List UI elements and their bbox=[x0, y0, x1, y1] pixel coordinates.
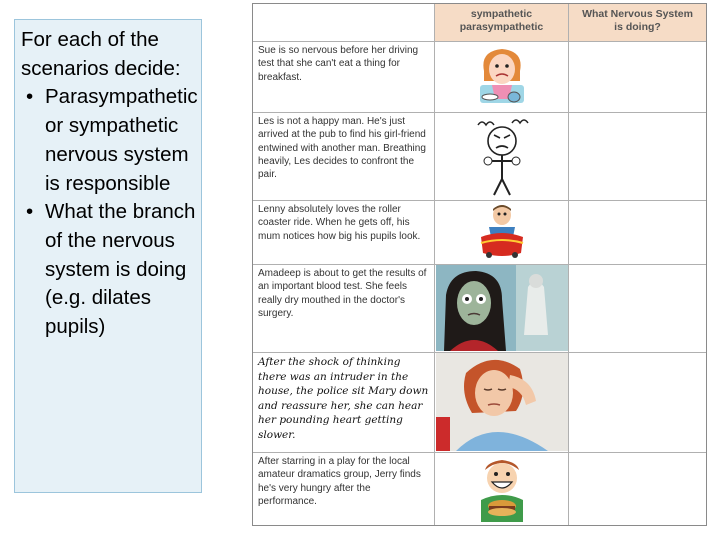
function-answer-cell[interactable] bbox=[569, 264, 706, 352]
function-answer-cell[interactable] bbox=[569, 112, 706, 200]
scenario-cell bbox=[253, 352, 435, 452]
function-answer-cell[interactable] bbox=[569, 352, 706, 452]
instructions-list bbox=[21, 83, 197, 341]
instruction-bullet-function: • What the branch of the nervous system is doing (e.g. dilates pupils) bbox=[45, 198, 197, 342]
header-sympathetic-label: sympathetic bbox=[470, 8, 533, 20]
scenario-text: Sue is so nervous before her driving test that she can't eat a thing for breakfast. bbox=[258, 45, 419, 83]
table-row bbox=[253, 200, 706, 265]
header-parasympathetic-label: parasympathetic bbox=[459, 21, 544, 33]
scenario-cell bbox=[253, 41, 435, 112]
function-answer-cell[interactable] bbox=[569, 41, 706, 112]
branch-answer-cell[interactable] bbox=[435, 200, 569, 264]
scenario-cell bbox=[253, 264, 435, 352]
hungry-man-icon bbox=[473, 456, 531, 522]
anxious-patient-icon bbox=[436, 265, 568, 351]
scenario-text: Amadeep is about to get the results of an important blood test. She feels really dry mouthed in the doctor's surgery. bbox=[258, 268, 427, 319]
scenario-text: After starring in a play for the local amateur dramatics group, Jerry finds he's very hungry after the performance. bbox=[258, 456, 421, 507]
roller-coaster-man-icon bbox=[477, 203, 527, 261]
instructions-panel bbox=[14, 19, 202, 493]
scenario-text: Lenny absolutely loves the roller coaster ride. When he gets off, his mum notices how big his pupils look. bbox=[258, 204, 421, 242]
angry-man-icon bbox=[470, 117, 534, 197]
table-row bbox=[253, 452, 706, 525]
header-branch-cell bbox=[435, 4, 569, 41]
scenario-text: Les is not a happy man. He's just arrived at the pub to find his girl-friend entwined with another man. Breathing heavily, Les decides to confront the pair. bbox=[258, 116, 426, 181]
table-row bbox=[253, 352, 706, 453]
function-answer-cell[interactable] bbox=[569, 200, 706, 264]
scenario-cell bbox=[253, 452, 435, 525]
scenario-text: After the shock of thinking there was an intruder in the house, the police sit Mary down and reassure her, she can hear her pounding heart getting slower. bbox=[258, 356, 429, 441]
instruction-bullet-branch: • Parasympathetic or sympathetic nervous system is responsible bbox=[45, 83, 197, 198]
header-doing-line1: What Nervous System bbox=[582, 8, 693, 20]
header-doing-cell bbox=[569, 4, 706, 41]
table-row bbox=[253, 112, 706, 201]
table-row bbox=[253, 264, 706, 353]
instructions-intro: For each of the scenarios decide: bbox=[21, 28, 181, 80]
scenario-worksheet bbox=[252, 3, 707, 526]
branch-answer-cell[interactable] bbox=[435, 264, 569, 352]
nervous-woman-icon bbox=[472, 45, 532, 107]
branch-answer-cell[interactable] bbox=[435, 452, 569, 525]
function-answer-cell[interactable] bbox=[569, 452, 706, 525]
branch-answer-cell[interactable] bbox=[435, 112, 569, 200]
scenario-cell bbox=[253, 200, 435, 264]
scenario-cell bbox=[253, 112, 435, 200]
header-doing-line2: is doing? bbox=[614, 21, 661, 33]
branch-answer-cell[interactable] bbox=[435, 352, 569, 452]
relieved-woman-icon bbox=[436, 353, 568, 451]
table-header-row bbox=[253, 4, 706, 42]
table-row bbox=[253, 41, 706, 113]
header-scenario-cell bbox=[253, 4, 435, 41]
branch-answer-cell[interactable] bbox=[435, 41, 569, 112]
